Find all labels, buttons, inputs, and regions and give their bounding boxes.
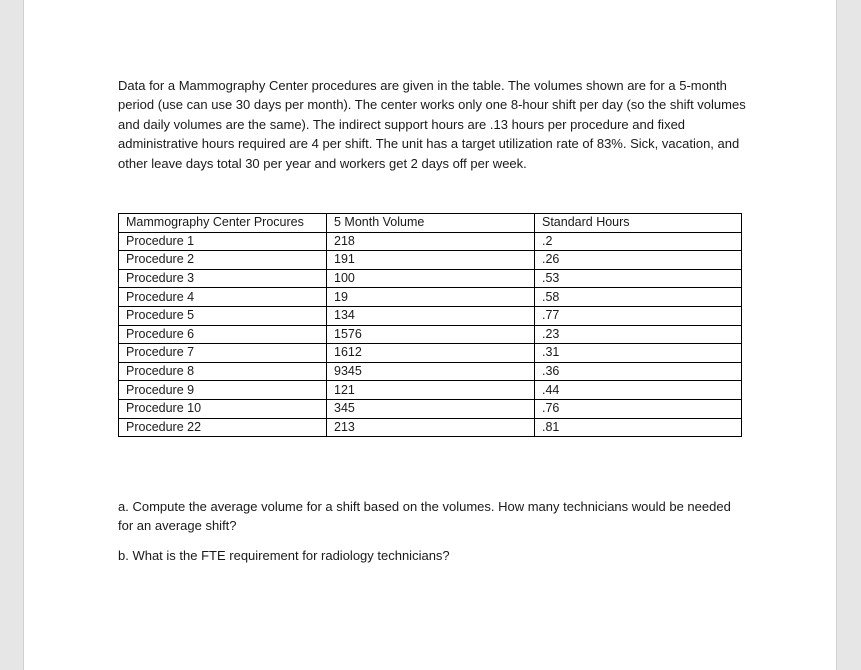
procedure-volume: 121 bbox=[327, 381, 535, 400]
procedure-name: Procedure 10 bbox=[119, 399, 327, 418]
table-row bbox=[119, 399, 742, 418]
procedure-volume: 218 bbox=[327, 232, 535, 251]
procedure-volume: 9345 bbox=[327, 362, 535, 381]
procedure-volume: 345 bbox=[327, 399, 535, 418]
procedure-name: Procedure 8 bbox=[119, 362, 327, 381]
question-a: a. Compute the average volume for a shift based on the volumes. How many technicians would be needed for an average shift? bbox=[118, 499, 731, 534]
procedure-hours: .44 bbox=[535, 381, 742, 400]
procedure-volume: 100 bbox=[327, 269, 535, 288]
procedure-volume: 213 bbox=[327, 418, 535, 437]
procedure-name: Procedure 6 bbox=[119, 325, 327, 344]
table-row bbox=[119, 418, 742, 437]
procedure-volume: 1612 bbox=[327, 344, 535, 363]
table-row bbox=[119, 269, 742, 288]
procedure-hours: .76 bbox=[535, 399, 742, 418]
procedure-volume: 134 bbox=[327, 306, 535, 325]
table-row bbox=[119, 344, 742, 363]
procedure-hours: .23 bbox=[535, 325, 742, 344]
procedure-name: Procedure 9 bbox=[119, 381, 327, 400]
header-standard-hours: Standard Hours bbox=[535, 214, 742, 233]
intro-paragraph: Data for a Mammography Center procedures are given in the table. The volumes shown are for a 5-month period (use can use 30 days per month). The center works only one 8-hour shift per day (so the shift volumes and daily volumes are the same). The indirect support hours are .13 hours per procedure and fixed administrative hours required are 4 per shift. The unit has a target utilization rate of 83%. Sick, vacation, and other leave days total 30 per year and workers get 2 days off per week. bbox=[118, 78, 746, 171]
table-header-row bbox=[119, 214, 742, 233]
procedure-volume: 19 bbox=[327, 288, 535, 307]
header-procedures: Mammography Center Procures bbox=[119, 214, 327, 233]
procedure-hours: .77 bbox=[535, 306, 742, 325]
procedure-hours: .58 bbox=[535, 288, 742, 307]
table-row bbox=[119, 381, 742, 400]
procedure-hours: .2 bbox=[535, 232, 742, 251]
procedure-name: Procedure 2 bbox=[119, 251, 327, 270]
procedure-hours: .36 bbox=[535, 362, 742, 381]
table-row bbox=[119, 288, 742, 307]
procedure-name: Procedure 22 bbox=[119, 418, 327, 437]
procedure-volume: 1576 bbox=[327, 325, 535, 344]
procedure-hours: .26 bbox=[535, 251, 742, 270]
procedure-hours: .53 bbox=[535, 269, 742, 288]
document-page bbox=[23, 0, 837, 670]
procedure-name: Procedure 3 bbox=[119, 269, 327, 288]
procedure-name: Procedure 1 bbox=[119, 232, 327, 251]
table-row bbox=[119, 251, 742, 270]
table-row bbox=[119, 232, 742, 251]
procedure-hours: .31 bbox=[535, 344, 742, 363]
question-b: b. What is the FTE requirement for radiology technicians? bbox=[118, 548, 450, 563]
procedures-table bbox=[118, 213, 742, 437]
procedure-name: Procedure 5 bbox=[119, 306, 327, 325]
table-row bbox=[119, 362, 742, 381]
procedure-name: Procedure 4 bbox=[119, 288, 327, 307]
table-row bbox=[119, 325, 742, 344]
procedure-volume: 191 bbox=[327, 251, 535, 270]
procedure-hours: .81 bbox=[535, 418, 742, 437]
procedure-name: Procedure 7 bbox=[119, 344, 327, 363]
header-volume: 5 Month Volume bbox=[327, 214, 535, 233]
table-row bbox=[119, 306, 742, 325]
